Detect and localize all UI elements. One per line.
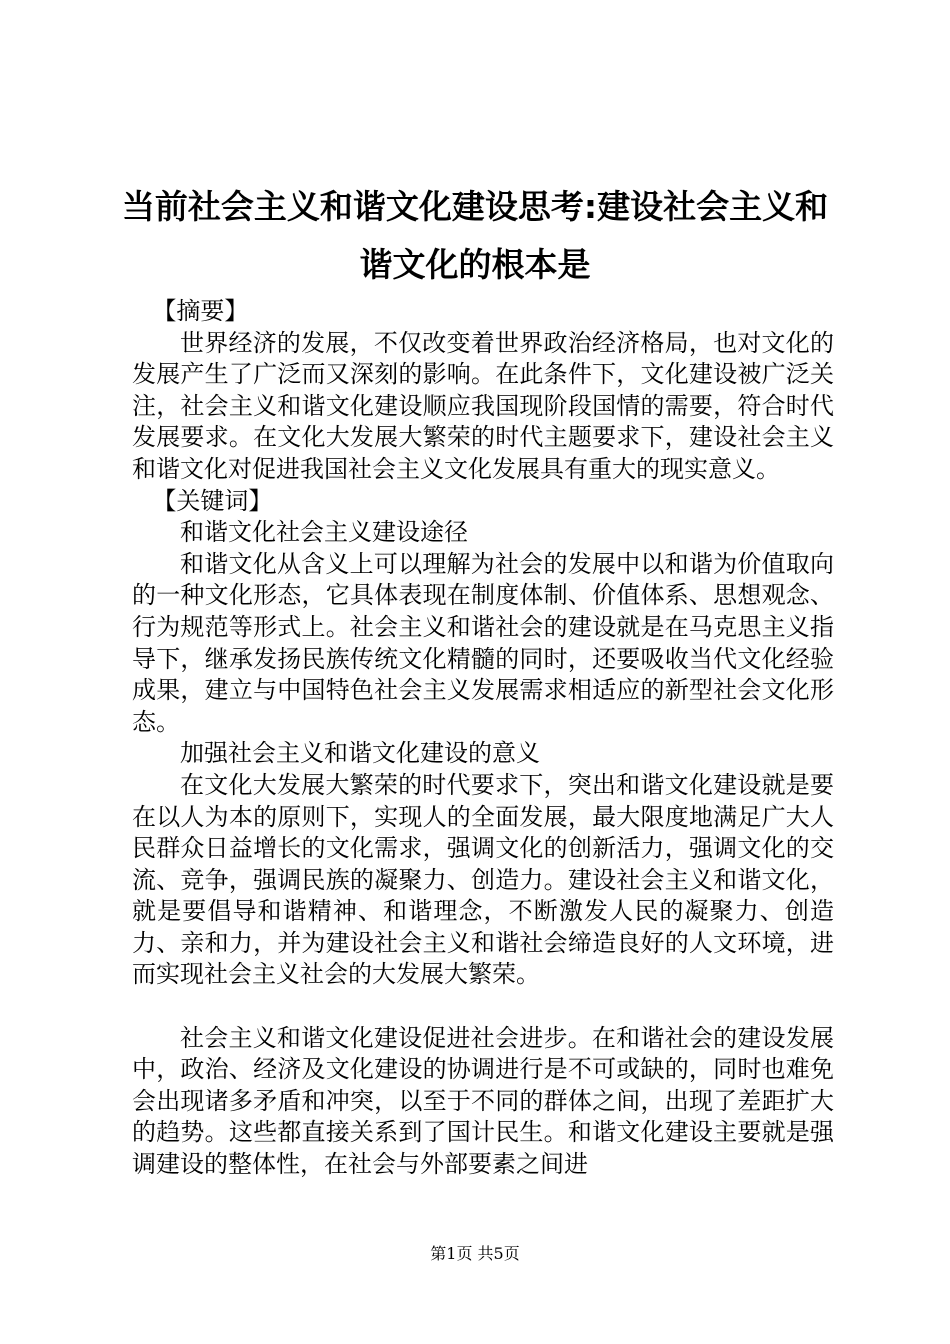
- abstract-label: 【摘要】: [152, 297, 249, 325]
- body-paragraph-progress: 社会主义和谐文化建设促进社会进步。在和谐社会的建设发展中，政治、经济及文化建设的协调进行是不可或缺的，同时也难免会出现诸多矛盾和冲突，以至于不同的群体之间，出现了差距扩大的趋势。这些都直接关系到了国计民生。和谐文化建设主要就是强调建设的整体性，在社会与外部要素之间进: [132, 1023, 834, 1179]
- section-heading-approach: 和谐文化社会主义建设途径: [180, 518, 468, 547]
- abstract-paragraph: 世界经济的发展，不仅改变着世界政治经济格局，也对文化的发展产生了广泛而又深刻的影响。在此条件下，文化建设被广泛关注，社会主义和谐文化建设顺应我国现阶段国情的需要，符合时代发展要求。在文化大发展大繁荣的时代主题要求下，建设社会主义和谐文化对促进我国社会主义文化发展具有重大的现实意义。: [132, 328, 834, 483]
- body-paragraph-significance: 在文化大发展大繁荣的时代要求下，突出和谐文化建设就是要在以人为本的原则下，实现人的全面发展，最大限度地满足广大人民群众日益增长的文化需求，强调文化的创新活力，强调文化的交流、竞争，强调民族的凝聚力、创造力。建设社会主义和谐文化，就是要倡导和谐精神、和谐理念，不断激发人民的凝聚力、创造力、亲和力，并为建设社会主义和谐社会缔造良好的人文环境，进而实现社会主义社会的大发展大繁荣。: [132, 770, 834, 989]
- body-paragraph-definition: 和谐文化从含义上可以理解为社会的发展中以和谐为价值取向的一种文化形态，它具体表现在制度体制、价值体系、思想观念、行为规范等形式上。社会主义和谐社会的建设就是在马克思主义指导下，继承发扬民族传统文化精髓的同时，还要吸收当代文化经验成果，建立与中国特色社会主义发展需求相适应的新型社会文化形态。: [132, 549, 834, 736]
- document-title: 当前社会主义和谐文化建设思考:建设社会主义和谐文化的根本是: [121, 187, 829, 284]
- keywords-label: 【关键词】: [152, 486, 273, 515]
- section-heading-significance: 加强社会主义和谐文化建设的意义: [180, 739, 540, 768]
- page-footer: 第1页 共5页: [430, 1244, 520, 1263]
- document-body: [132, 296, 834, 1181]
